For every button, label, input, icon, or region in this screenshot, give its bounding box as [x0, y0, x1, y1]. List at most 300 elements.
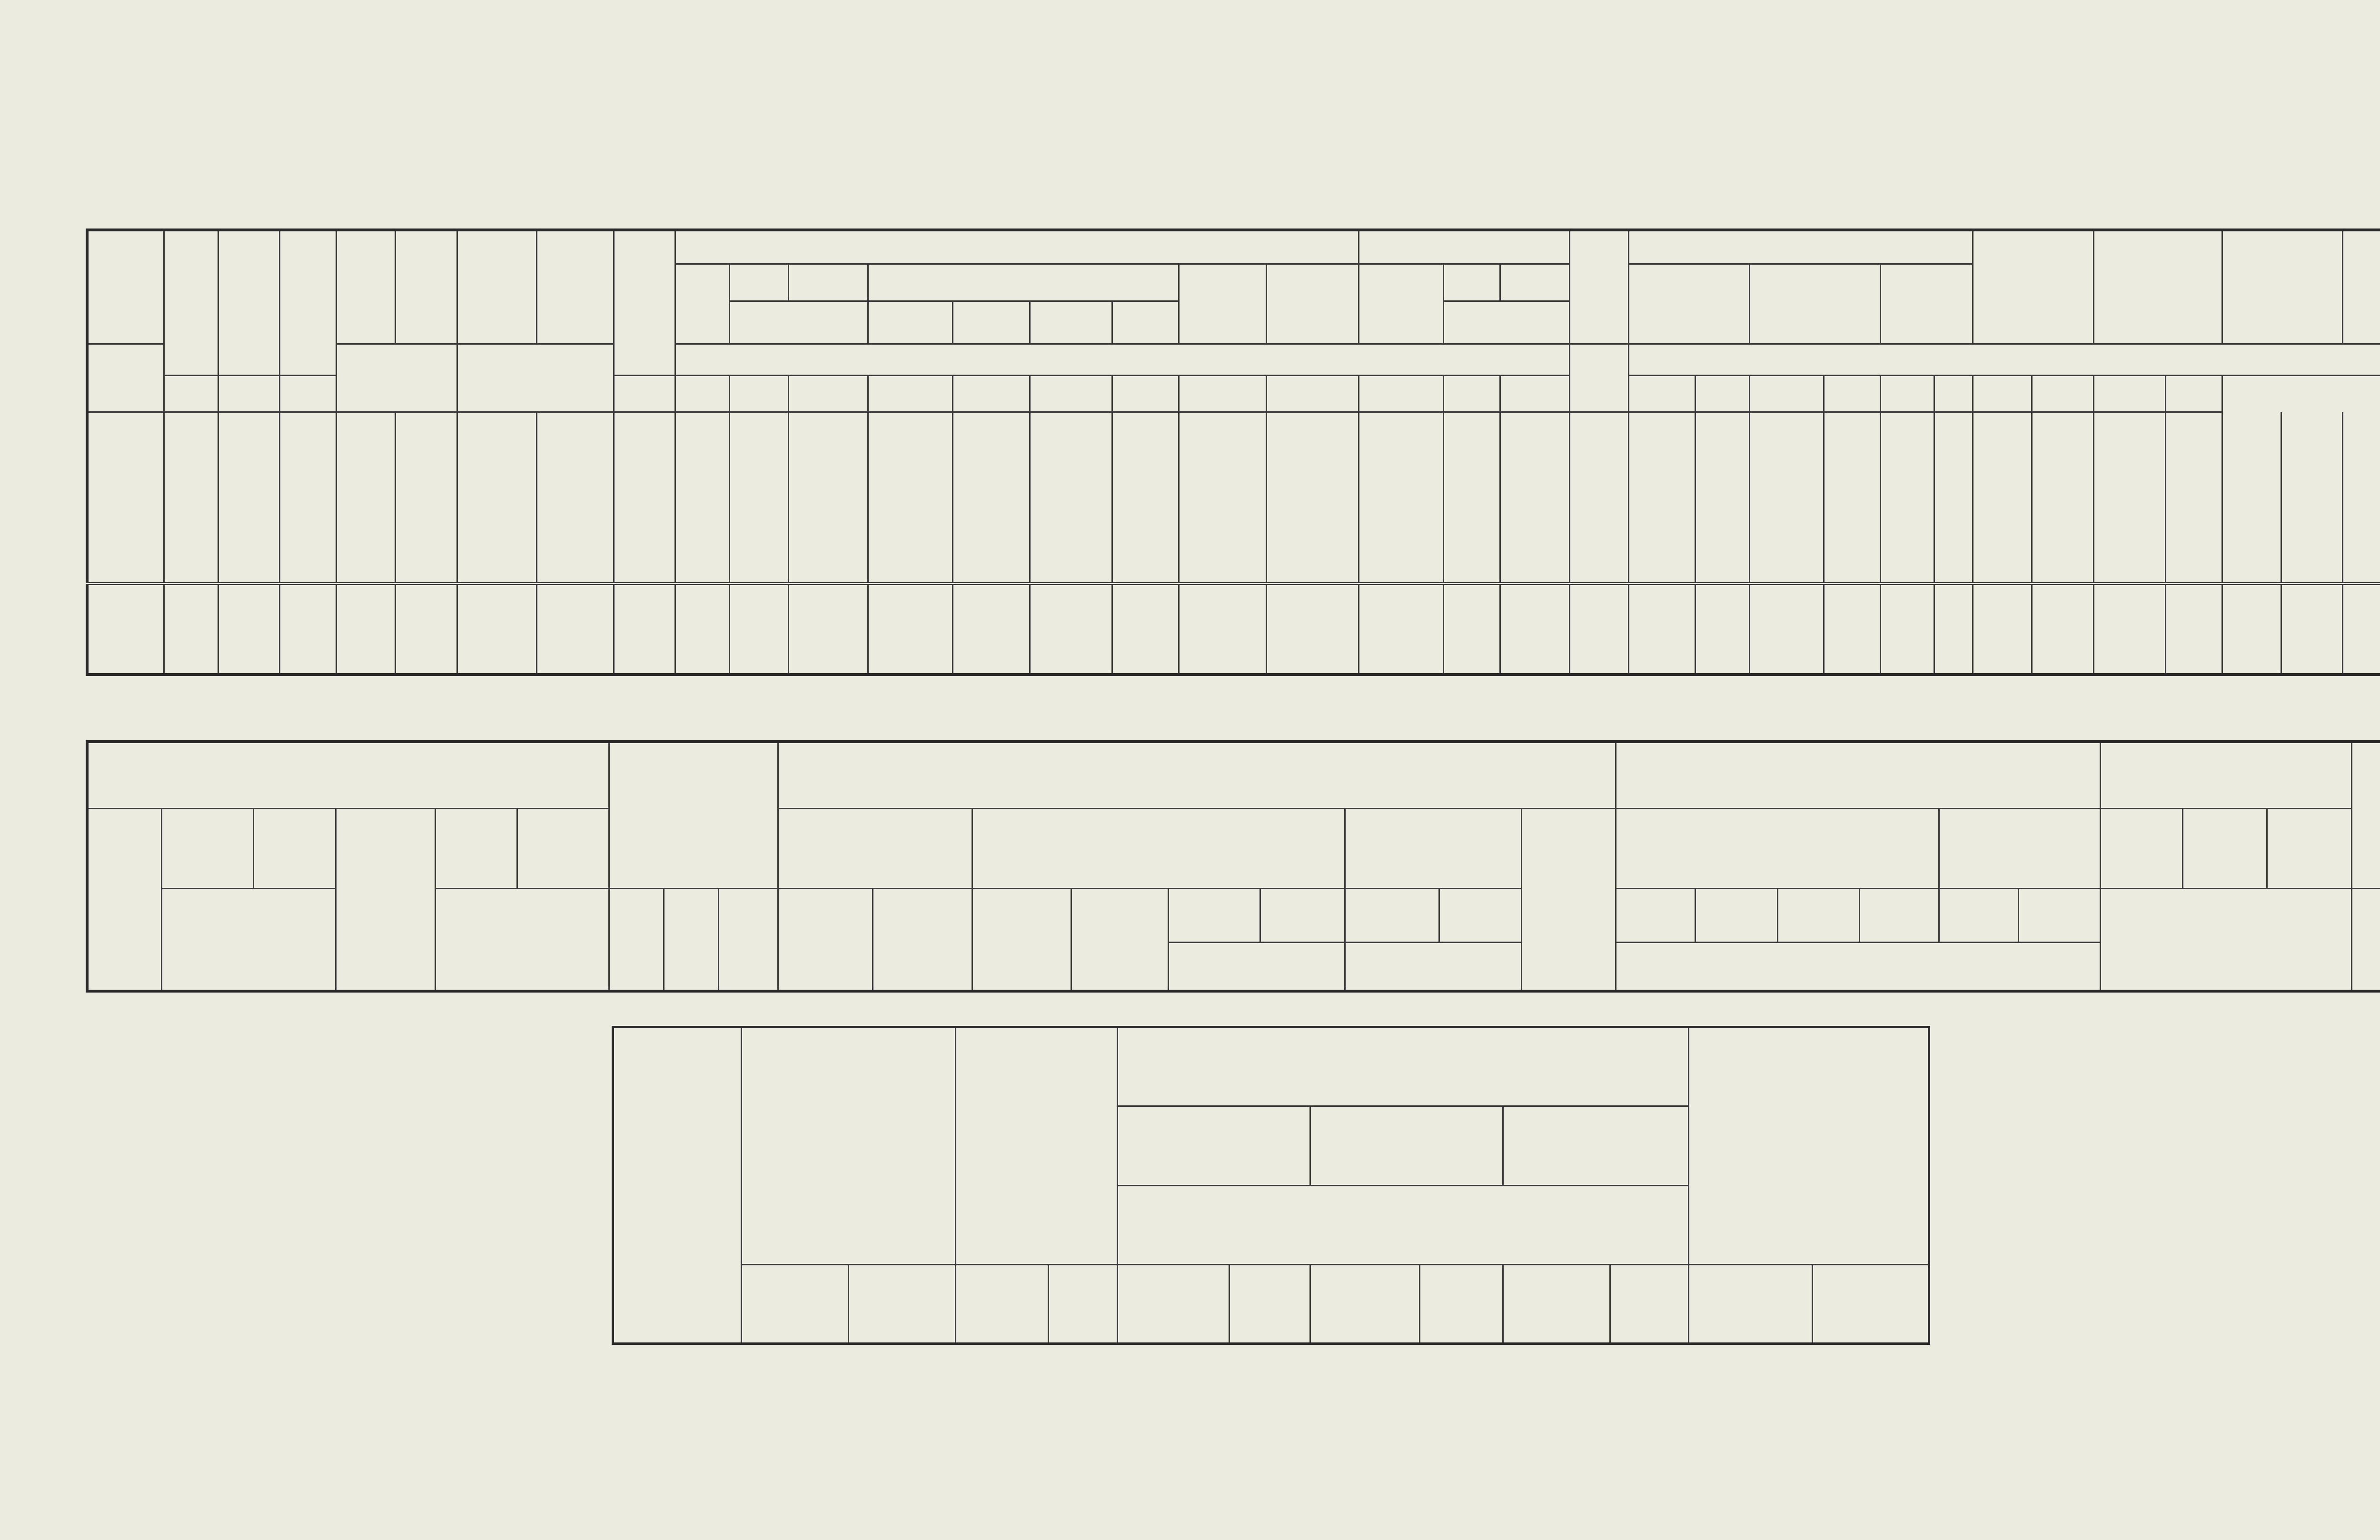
main-table	[86, 229, 2380, 676]
table-cell	[1628, 531, 1695, 583]
total-cell	[2093, 584, 2165, 675]
hdr-mit	[1444, 264, 1500, 301]
hdr-bequartierung	[1616, 942, 2101, 991]
table-cell	[1569, 531, 1628, 583]
hdr-p-durchzugs	[1696, 889, 1777, 942]
table-cell	[1179, 531, 1267, 583]
hdr-mann-2	[664, 889, 719, 991]
table-cell	[788, 429, 868, 480]
hdr-kr	[1500, 375, 1570, 412]
table-cell	[1359, 480, 1444, 531]
hdr-rate	[164, 375, 218, 412]
table-cell	[1749, 480, 1824, 531]
hdr-mann	[435, 808, 517, 888]
table-cell	[1749, 531, 1824, 583]
table-cell	[337, 429, 396, 480]
hdr-durchzug-ohne	[1439, 889, 1521, 942]
hdr-waehrung	[1628, 344, 2380, 375]
total-cell	[1934, 584, 1973, 675]
spacer-cell	[2166, 412, 2222, 429]
hdr-rate	[675, 375, 729, 412]
hdr-streu	[1345, 942, 1521, 991]
total-cell	[537, 584, 614, 675]
table-cell	[1880, 531, 1934, 583]
table-cell	[868, 429, 953, 480]
table-cell	[788, 531, 868, 583]
hdr-kost	[1169, 942, 1345, 991]
table-cell	[2032, 531, 2094, 583]
table-cell	[1934, 480, 1973, 531]
hdr-nummer	[164, 230, 218, 375]
hdr-fl	[1628, 375, 1695, 412]
total-cell	[396, 584, 457, 675]
total-cell	[729, 584, 788, 675]
table-cell	[1696, 531, 1749, 583]
table-row	[87, 531, 2380, 583]
table-cell	[280, 480, 337, 531]
total-cell	[218, 584, 280, 675]
hdr-an-den	[956, 1027, 1118, 1265]
table-cell	[87, 531, 164, 583]
table-row	[87, 480, 2380, 531]
table-row	[87, 429, 2380, 480]
total-cell	[164, 584, 218, 675]
table-cell	[1696, 429, 1749, 480]
table-cell	[1973, 531, 2032, 583]
total-cell	[2166, 584, 2222, 675]
table-cell	[2343, 531, 2380, 583]
hdr-nicht-gezahltes	[1310, 1106, 1503, 1185]
table-cell	[396, 429, 457, 480]
hdr-kr	[1610, 1264, 1689, 1343]
hdr-rate	[868, 375, 953, 412]
hdr-fl	[1444, 375, 1500, 412]
table-cell	[1973, 429, 2032, 480]
hdr-zu-zahlendes	[1118, 1106, 1310, 1185]
table-cell	[2281, 429, 2343, 480]
spacer-cell	[1030, 412, 1112, 429]
total-cell	[1444, 584, 1500, 675]
table-cell	[953, 531, 1030, 583]
table-cell	[1030, 531, 1112, 583]
table-cell	[2166, 480, 2222, 531]
hdr-kr	[1696, 375, 1749, 412]
table-cell	[2222, 480, 2281, 531]
table-cell	[2281, 531, 2343, 583]
total-row	[87, 584, 2380, 675]
hdr-fuer	[778, 808, 972, 888]
spacer-cell	[675, 412, 729, 429]
hdr-a-pferde	[2267, 808, 2352, 888]
hdr-pferde-unterkunft	[1359, 230, 1570, 264]
spacer-cell	[87, 412, 164, 429]
table-cell	[868, 480, 953, 531]
hdr-p-dauernder-2	[1939, 889, 2018, 942]
table-cell	[2032, 480, 2094, 531]
table-cell	[614, 480, 675, 531]
table-cell	[1179, 480, 1267, 531]
table-cell	[1824, 531, 1881, 583]
total-cell	[1112, 584, 1179, 675]
total-cell	[280, 584, 337, 675]
table-cell	[1696, 480, 1749, 531]
hdr-rate	[1030, 375, 1112, 412]
spacer-cell	[788, 412, 868, 429]
table-cell	[1179, 429, 1267, 480]
hdr-fl	[1749, 375, 1824, 412]
hdr-durchzugs	[953, 301, 1030, 344]
hdr-mannschaft	[457, 230, 536, 344]
table-cell	[1444, 531, 1500, 583]
table-cell	[1749, 429, 1824, 480]
table-cell	[280, 429, 337, 480]
spacer-cell	[2032, 412, 2094, 429]
hdr-zweispaenner	[849, 1264, 956, 1343]
hdr-rate	[614, 375, 675, 412]
table-cell	[2093, 480, 2165, 531]
hdr-porzionen-label	[675, 344, 1569, 375]
vorspann-table	[612, 1026, 1930, 1345]
hdr-offiziere-3	[778, 889, 873, 991]
spacer-cell	[2222, 412, 2281, 429]
table-cell	[729, 480, 788, 531]
hdr-porzionen	[1569, 344, 1628, 412]
total-cell	[1266, 584, 1359, 675]
total-cell	[1973, 584, 2032, 675]
hdr-entfaellt	[1973, 230, 2094, 344]
hdr-fuer-mann	[972, 808, 1345, 888]
hdr-kr	[1420, 1264, 1503, 1343]
hdr-fl	[956, 1264, 1049, 1343]
table-cell	[614, 429, 675, 480]
spacer-cell	[1696, 412, 1749, 429]
hdr-quartiertraegern	[1628, 230, 1973, 264]
hdr-ober	[254, 808, 336, 888]
hdr-rate-gap	[280, 375, 337, 412]
hdr-fl	[1973, 375, 2032, 412]
hdr-anforderungen	[218, 230, 280, 375]
spacer-cell	[2281, 412, 2343, 429]
hdr-mann-3	[873, 889, 972, 991]
table-cell	[1030, 429, 1112, 480]
hdr-fl	[1689, 1264, 1813, 1343]
total-cell	[953, 584, 1030, 675]
total-cell	[868, 584, 953, 675]
table-cell	[1628, 429, 1695, 480]
hdr-kr	[2166, 375, 2222, 412]
total-cell	[2281, 584, 2343, 675]
table-cell	[1500, 480, 1570, 531]
hdr-rate	[953, 375, 1030, 412]
hdr-dauernd-mit	[1345, 889, 1439, 942]
hdr-p-kost-mit	[1777, 889, 1859, 942]
hdr-zu-leistende	[1628, 264, 1749, 344]
hdr-offiziere	[337, 344, 457, 412]
hdr-kr	[1813, 1264, 1929, 1343]
table-cell	[164, 480, 218, 531]
spacer-cell	[2093, 412, 2165, 429]
spacer-cell	[457, 412, 536, 429]
hdr-stabs	[162, 808, 254, 888]
table-cell	[1934, 429, 1973, 480]
hdr-kr	[1049, 1264, 1118, 1343]
table-cell	[87, 480, 164, 531]
hdr-staat	[2351, 889, 2380, 991]
table-cell	[1266, 531, 1359, 583]
table-cell	[1569, 480, 1628, 531]
hdr-fl	[1266, 375, 1359, 412]
table-cell	[1359, 429, 1444, 480]
total-cell	[675, 584, 729, 675]
table-cell	[2222, 531, 2281, 583]
table-cell	[1266, 429, 1359, 480]
total-cell	[1696, 584, 1749, 675]
hdr-kost	[868, 264, 1179, 301]
hdr-schuldigkeit	[1689, 1027, 1929, 1265]
hdr-nebenlokalitaeten	[614, 230, 675, 375]
hdr-einspaenner	[742, 1264, 849, 1343]
table-cell	[457, 480, 536, 531]
table-cell	[675, 429, 729, 480]
table-cell	[1444, 480, 1500, 531]
table-cell	[1880, 480, 1934, 531]
hdr-pferde-bei	[1939, 808, 2100, 888]
hdr-ober	[396, 230, 457, 344]
hdr-ober-2	[788, 264, 868, 301]
total-cell	[1179, 584, 1267, 675]
table-cell	[1880, 429, 1934, 480]
hdr-am-durchzug	[1071, 889, 1169, 991]
hdr-fl	[1118, 1264, 1230, 1343]
total-cell	[1359, 584, 1444, 675]
table-cell	[729, 429, 788, 480]
hdr-mit	[1169, 889, 1260, 942]
table-cell	[337, 531, 396, 583]
spacer-cell	[1359, 412, 1444, 429]
table-cell	[164, 429, 218, 480]
hdr-kr	[1934, 375, 1973, 412]
table-cell	[2343, 480, 2380, 531]
total-cell	[1030, 584, 1112, 675]
hdr-p-durchzugs-2	[2019, 889, 2101, 942]
hdr-zusammen	[336, 808, 435, 991]
table-cell	[675, 531, 729, 583]
table-cell	[729, 531, 788, 583]
spacer-cell	[1569, 412, 1628, 429]
table-cell	[1500, 429, 1570, 480]
hdr-in-folge	[742, 1027, 956, 1265]
hdr-es-waren	[87, 742, 609, 808]
hdr-p-dauernder	[1616, 889, 1696, 942]
hdr-rate	[218, 375, 280, 412]
table-cell	[1569, 429, 1628, 480]
hdr-gesammt	[2351, 742, 2380, 889]
hdr-zusammen-2	[1521, 808, 1616, 991]
hdr-menage	[1030, 301, 1112, 344]
table-cell	[1934, 531, 1973, 583]
table-cell	[1500, 531, 1570, 583]
total-cell	[87, 584, 164, 675]
hdr-ohne	[1260, 889, 1345, 942]
hdr-perzentual	[1616, 742, 2101, 808]
hdr-stabs	[337, 230, 396, 344]
hdr-unterkunft	[435, 889, 609, 991]
hdr-kr	[1824, 375, 1881, 412]
total-cell	[1880, 584, 1934, 675]
hdr-fl	[2093, 375, 2165, 412]
hdr-generale	[280, 230, 337, 375]
spacer-cell	[218, 412, 280, 429]
hdr-rate	[1179, 375, 1267, 412]
hdr-unterkunft	[457, 344, 614, 412]
table-cell	[87, 429, 164, 480]
table-cell	[1628, 480, 1695, 531]
total-cell	[1569, 584, 1628, 675]
spacer-cell	[337, 412, 396, 429]
hdr-schlaf	[1266, 264, 1359, 344]
hdr-pferde-2	[718, 889, 778, 991]
table-cell	[1112, 429, 1179, 480]
hdr-bereits	[1749, 264, 1880, 344]
total-cell	[337, 584, 396, 675]
hdr-wurden	[2093, 230, 2222, 344]
spacer-cell	[614, 412, 675, 429]
table-cell	[2166, 429, 2222, 480]
table-cell	[2343, 429, 2380, 480]
table-cell	[396, 480, 457, 531]
hdr-fl	[1310, 1264, 1420, 1343]
table-cell	[1030, 480, 1112, 531]
spacer-cell	[1880, 412, 1934, 429]
spacer-cell	[1112, 412, 1179, 429]
table-cell	[2166, 531, 2222, 583]
table-cell	[218, 480, 280, 531]
hdr-fl	[1503, 1264, 1610, 1343]
spacer-cell	[1934, 412, 1973, 429]
hdr-offiziers	[729, 301, 868, 344]
hdr-p-kost-ohne	[1859, 889, 1939, 942]
table-cell	[396, 531, 457, 583]
spacer-cell	[1500, 412, 1570, 429]
spacer-row	[87, 412, 2380, 429]
table-cell	[1824, 480, 1881, 531]
hdr-generale-2	[675, 264, 729, 344]
spacer-cell	[729, 412, 788, 429]
hdr-dauernd	[972, 889, 1071, 991]
spacer-cell	[1824, 412, 1881, 429]
total-cell	[1824, 584, 1881, 675]
table-cell	[1444, 429, 1500, 480]
spacer-cell	[1266, 412, 1359, 429]
hdr-entfallen	[609, 742, 778, 889]
table-cell	[953, 429, 1030, 480]
total-cell	[2222, 584, 2281, 675]
table-cell	[788, 480, 868, 531]
total-cell	[1500, 584, 1570, 675]
table-cell	[280, 531, 337, 583]
hdr-p-ueberhaupt	[1359, 264, 1444, 344]
total-cell	[2032, 584, 2094, 675]
hdr-offiziere-short	[609, 889, 664, 991]
table-cell	[675, 480, 729, 531]
table-cell	[1824, 429, 1881, 480]
hdr-schuldigkeit	[2343, 230, 2380, 344]
total-cell	[788, 584, 868, 675]
table-cell	[337, 480, 396, 531]
hdr-ohne	[1500, 264, 1570, 301]
hdr-a-offizier	[2101, 808, 2182, 888]
hdr-noch-rueck	[1503, 1106, 1689, 1185]
table-cell	[1112, 531, 1179, 583]
hdr-stabs-2	[729, 264, 788, 301]
table-cell	[2093, 429, 2165, 480]
hdr-ist-demnach	[2222, 230, 2343, 344]
table-cell	[537, 531, 614, 583]
table-cell	[2281, 480, 2343, 531]
spacer-cell	[164, 412, 218, 429]
table-cell	[218, 429, 280, 480]
hdr-rate	[788, 375, 868, 412]
hdr-anzahl	[613, 1027, 742, 1344]
table-cell	[614, 531, 675, 583]
hdr-fuer-pferde	[1345, 808, 1521, 888]
spacer-cell	[953, 412, 1030, 429]
hdr-rate	[729, 375, 788, 412]
table-cell	[164, 531, 218, 583]
spacer-cell	[280, 412, 337, 429]
hdr-mann-bei	[1616, 808, 1939, 888]
hdr-mannschafts-kost	[675, 230, 1359, 264]
table-cell	[2032, 429, 2094, 480]
hdr-porzionen-tage	[778, 742, 1616, 808]
hdr-fl	[1880, 375, 1934, 412]
table-cell	[457, 429, 536, 480]
hdr-demnach	[1880, 264, 1973, 344]
total-cell	[457, 584, 536, 675]
total-cell	[614, 584, 675, 675]
hdr-entfallen-tage	[2101, 889, 2351, 991]
total-cell	[1628, 584, 1695, 675]
table-cell	[218, 531, 280, 583]
hdr-offiziere	[162, 889, 336, 991]
spacer-cell	[1628, 412, 1695, 429]
table-cell	[1112, 480, 1179, 531]
spacer-cell	[868, 412, 953, 429]
table-cell	[2222, 429, 2281, 480]
hdr-kr	[1359, 375, 1444, 412]
hdr-kr	[1230, 1264, 1310, 1343]
hdr-suppen	[1112, 301, 1179, 344]
spacer-cell	[2343, 412, 2380, 429]
spacer-cell	[1749, 412, 1824, 429]
hdr-rate	[1112, 375, 1179, 412]
total-cell	[1749, 584, 1824, 675]
table-cell	[2093, 531, 2165, 583]
hdr-vom-militaer	[1118, 1027, 1689, 1106]
bequartierung-table	[86, 740, 2380, 993]
hdr-streustroh	[1444, 301, 1569, 344]
table-cell	[537, 429, 614, 480]
hdr-service	[1179, 264, 1267, 344]
total-cell	[2343, 584, 2380, 675]
table-cell	[868, 531, 953, 583]
hdr-pferde	[517, 808, 609, 888]
hdr-jahr	[87, 230, 164, 344]
table-cell	[953, 480, 1030, 531]
spacer-cell	[537, 412, 614, 429]
spacer-cell	[396, 412, 457, 429]
hdr-meilengeld	[1118, 1185, 1689, 1264]
